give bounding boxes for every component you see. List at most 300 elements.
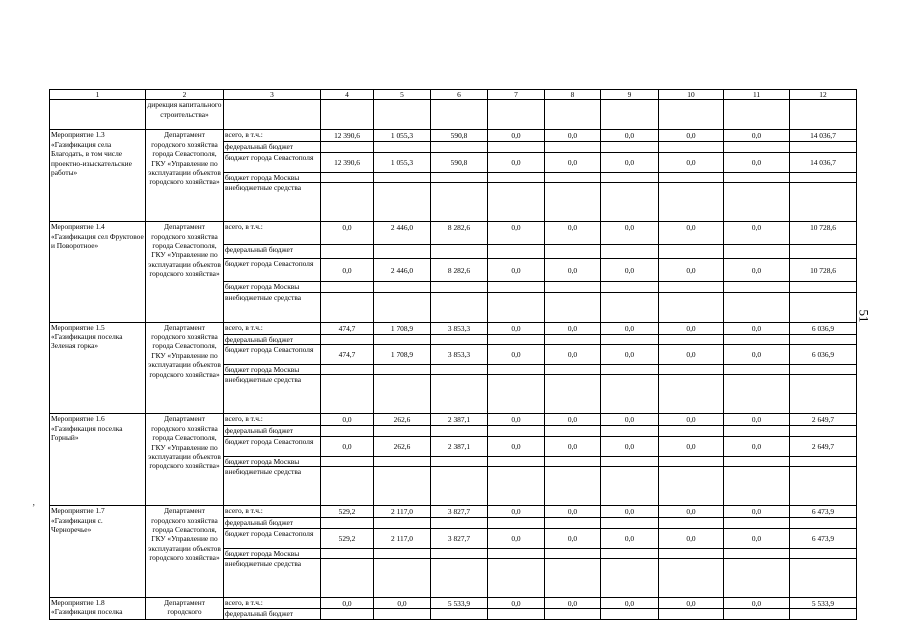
empty-cell (488, 559, 545, 598)
empty-cell (321, 292, 374, 322)
value-cell: 474,7 (321, 322, 374, 334)
event-name-cell (50, 100, 146, 130)
empty-cell (601, 100, 659, 130)
funding-source-extra: внебюджетные средства (224, 183, 321, 222)
funding-source-extra: внебюджетные средства (224, 292, 321, 322)
funding-source-total: всего, в т.ч.: (224, 506, 321, 518)
value-cell: 0,0 (601, 152, 659, 172)
value-cell: 0,0 (724, 152, 790, 172)
column-header: 5 (374, 90, 431, 100)
value-cell: 0,0 (724, 506, 790, 518)
empty-cell (545, 100, 601, 130)
empty-cell (374, 426, 431, 436)
value-cell: 12 390,6 (321, 152, 374, 172)
empty-cell (659, 100, 724, 130)
empty-cell (659, 365, 724, 375)
value-cell: 1 708,9 (374, 322, 431, 334)
value-cell: 0,0 (724, 345, 790, 365)
funding-source-moscow: бюджет города Москвы (224, 365, 321, 375)
empty-cell (790, 245, 857, 259)
value-cell: 5 533,9 (431, 598, 488, 609)
column-header: 2 (146, 90, 224, 100)
empty-cell (374, 142, 431, 152)
empty-cell (374, 456, 431, 466)
value-cell: 0,0 (545, 152, 601, 172)
empty-cell (545, 245, 601, 259)
funding-source-city: бюджет города Севастополя (224, 152, 321, 172)
empty-cell (724, 467, 790, 506)
value-cell: 0,0 (659, 414, 724, 426)
value-cell: 262,6 (374, 436, 431, 456)
empty-cell (659, 183, 724, 222)
empty-cell (724, 292, 790, 322)
empty-cell (431, 334, 488, 344)
value-cell: 0,0 (601, 322, 659, 334)
value-cell: 3 827,7 (431, 528, 488, 548)
executor-cell: Департамент городского хозяйства города Севастополя, ГКУ «Управление по эксплуатации объектов городского хозяйства» (146, 222, 224, 322)
empty-cell (659, 559, 724, 598)
executor-cell: Департамент городского (146, 598, 224, 620)
empty-cell (601, 559, 659, 598)
event-total-row (50, 222, 857, 245)
empty-cell (724, 518, 790, 528)
empty-cell (374, 245, 431, 259)
value-cell: 10 728,6 (790, 222, 857, 245)
page-number: 51 (856, 309, 872, 323)
empty-cell (374, 365, 431, 375)
empty-cell (431, 456, 488, 466)
funding-source-federal: федеральный бюджет (224, 518, 321, 528)
empty-cell (374, 518, 431, 528)
empty-cell (488, 467, 545, 506)
value-cell: 0,0 (724, 436, 790, 456)
value-cell: 0,0 (545, 130, 601, 142)
funding-source-extra: внебюджетные средства (224, 559, 321, 598)
empty-cell (488, 334, 545, 344)
funding-source-federal: федеральный бюджет (224, 245, 321, 259)
empty-cell (601, 172, 659, 182)
value-cell: 0,0 (545, 528, 601, 548)
empty-cell (601, 456, 659, 466)
value-cell: 0,0 (321, 414, 374, 426)
value-cell: 10 728,6 (790, 259, 857, 282)
empty-cell (545, 375, 601, 414)
empty-cell (488, 375, 545, 414)
empty-cell (431, 365, 488, 375)
empty-cell (724, 365, 790, 375)
empty-cell (545, 282, 601, 292)
value-cell: 2 387,1 (431, 436, 488, 456)
empty-cell (431, 548, 488, 558)
empty-cell (659, 245, 724, 259)
empty-cell (659, 548, 724, 558)
empty-cell (790, 292, 857, 322)
value-cell: 14 036,7 (790, 152, 857, 172)
value-cell: 2 117,0 (374, 528, 431, 548)
empty-cell (488, 100, 545, 130)
empty-cell (724, 183, 790, 222)
empty-cell (488, 183, 545, 222)
value-cell: 0,0 (545, 436, 601, 456)
empty-cell (545, 456, 601, 466)
value-cell: 590,8 (431, 152, 488, 172)
value-cell: 0,0 (488, 222, 545, 245)
value-cell: 0,0 (545, 506, 601, 518)
column-header: 3 (224, 90, 321, 100)
event-name-cell: Мероприятие 1.5 «Газификация поселка Зеленая горка» (50, 322, 146, 414)
event-total-row (50, 130, 857, 142)
empty-cell (659, 467, 724, 506)
empty-cell (724, 334, 790, 344)
event-name-cell: Мероприятие 1.7 «Газификация с. Черноречье» (50, 506, 146, 598)
empty-cell (374, 183, 431, 222)
empty-cell (431, 375, 488, 414)
event-total-row (50, 414, 857, 426)
column-header: 10 (659, 90, 724, 100)
value-cell: 0,0 (488, 414, 545, 426)
executor-cell: дирекция капитального строительства» (146, 100, 224, 130)
margin-mark: ‚ (32, 497, 36, 508)
value-cell: 0,0 (659, 152, 724, 172)
empty-cell (374, 334, 431, 344)
value-cell: 0,0 (601, 345, 659, 365)
value-cell: 0,0 (724, 130, 790, 142)
header-row (50, 90, 857, 100)
empty-cell (374, 548, 431, 558)
empty-cell (601, 142, 659, 152)
empty-cell (659, 172, 724, 182)
event-total-row (50, 598, 857, 609)
funding-source-moscow: бюджет города Москвы (224, 172, 321, 182)
empty-cell (321, 375, 374, 414)
empty-cell (545, 142, 601, 152)
event-total-row (50, 322, 857, 334)
value-cell: 0,0 (488, 506, 545, 518)
empty-cell (601, 518, 659, 528)
funding-source-federal: федеральный бюджет (224, 426, 321, 436)
value-cell: 0,0 (488, 130, 545, 142)
funding-source-moscow: бюджет города Москвы (224, 456, 321, 466)
value-cell: 2 649,7 (790, 414, 857, 426)
empty-cell (545, 365, 601, 375)
value-cell: 3 853,3 (431, 345, 488, 365)
empty-cell (374, 375, 431, 414)
value-cell: 0,0 (545, 414, 601, 426)
funding-source-city: бюджет города Севастополя (224, 436, 321, 456)
empty-cell (321, 426, 374, 436)
empty-cell (724, 172, 790, 182)
empty-cell (321, 334, 374, 344)
value-cell: 1 708,9 (374, 345, 431, 365)
empty-cell (790, 172, 857, 182)
value-cell: 0,0 (488, 436, 545, 456)
empty-cell (431, 183, 488, 222)
value-cell: 14 036,7 (790, 130, 857, 142)
value-cell: 0,0 (659, 322, 724, 334)
empty-cell (724, 100, 790, 130)
value-cell: 0,0 (659, 259, 724, 282)
empty-cell (488, 172, 545, 182)
executor-cell: Департамент городского хозяйства города Севастополя, ГКУ «Управление по эксплуатации объектов городского хозяйства» (146, 322, 224, 414)
empty-cell (431, 609, 488, 619)
empty-cell (659, 609, 724, 619)
empty-cell (790, 183, 857, 222)
empty-cell (488, 282, 545, 292)
value-cell: 6 473,9 (790, 506, 857, 518)
value-cell: 0,0 (321, 222, 374, 245)
empty-cell (790, 365, 857, 375)
value-cell: 12 390,6 (321, 130, 374, 142)
empty-cell (431, 142, 488, 152)
value-cell: 0,0 (545, 222, 601, 245)
funding-source-extra: внебюджетные средства (224, 467, 321, 506)
funding-source-total: всего, в т.ч.: (224, 322, 321, 334)
empty-cell (545, 559, 601, 598)
empty-cell (601, 183, 659, 222)
column-header: 11 (724, 90, 790, 100)
value-cell: 0,0 (659, 130, 724, 142)
funding-source-city: бюджет города Севастополя (224, 528, 321, 548)
value-cell: 0,0 (545, 259, 601, 282)
empty-cell (431, 172, 488, 182)
budget-table (49, 89, 857, 620)
empty-cell (321, 456, 374, 466)
value-cell: 0,0 (374, 598, 431, 609)
empty-cell (321, 245, 374, 259)
empty-cell (374, 467, 431, 506)
value-cell: 0,0 (659, 528, 724, 548)
empty-cell (431, 292, 488, 322)
value-cell: 0,0 (545, 598, 601, 609)
value-cell: 0,0 (601, 598, 659, 609)
executor-cell: Департамент городского хозяйства города Севастополя, ГКУ «Управление по эксплуатации объектов городского хозяйства» (146, 130, 224, 222)
value-cell: 1 055,3 (374, 130, 431, 142)
empty-cell (431, 559, 488, 598)
empty-cell (374, 172, 431, 182)
empty-cell (659, 334, 724, 344)
value-cell: 3 853,3 (431, 322, 488, 334)
empty-cell (659, 375, 724, 414)
value-cell: 0,0 (488, 152, 545, 172)
empty-cell (601, 245, 659, 259)
empty-cell (790, 518, 857, 528)
empty-cell (601, 334, 659, 344)
value-cell: 0,0 (321, 598, 374, 609)
event-name-cell: Мероприятие 1.6 «Газификация поселка Горный» (50, 414, 146, 506)
empty-cell (790, 100, 857, 130)
empty-cell (321, 609, 374, 619)
empty-cell (488, 426, 545, 436)
value-cell: 5 533,9 (790, 598, 857, 609)
column-header: 7 (488, 90, 545, 100)
empty-cell (601, 548, 659, 558)
empty-cell (659, 282, 724, 292)
funding-source-total: всего, в т.ч.: (224, 130, 321, 142)
empty-cell (724, 426, 790, 436)
empty-cell (488, 292, 545, 322)
value-cell: 0,0 (659, 345, 724, 365)
funding-source-total: всего, в т.ч.: (224, 414, 321, 426)
funding-source-moscow: бюджет города Москвы (224, 282, 321, 292)
empty-cell (374, 559, 431, 598)
empty-cell (659, 426, 724, 436)
value-cell: 0,0 (488, 322, 545, 334)
value-cell: 8 282,6 (431, 259, 488, 282)
empty-cell (224, 100, 321, 130)
funding-source-federal: федеральный бюджет (224, 609, 321, 619)
empty-cell (545, 172, 601, 182)
empty-cell (790, 609, 857, 619)
value-cell: 0,0 (321, 436, 374, 456)
value-cell: 2 446,0 (374, 259, 431, 282)
empty-cell (321, 100, 374, 130)
value-cell: 6 473,9 (790, 528, 857, 548)
empty-cell (790, 334, 857, 344)
empty-cell (790, 282, 857, 292)
value-cell: 590,8 (431, 130, 488, 142)
value-cell: 2 117,0 (374, 506, 431, 518)
empty-cell (374, 282, 431, 292)
empty-cell (659, 142, 724, 152)
column-header: 6 (431, 90, 488, 100)
empty-cell (545, 467, 601, 506)
value-cell: 0,0 (545, 322, 601, 334)
value-cell: 1 055,3 (374, 152, 431, 172)
empty-cell (659, 518, 724, 528)
value-cell: 0,0 (659, 598, 724, 609)
empty-cell (374, 100, 431, 130)
value-cell: 262,6 (374, 414, 431, 426)
value-cell: 0,0 (601, 414, 659, 426)
value-cell: 0,0 (488, 259, 545, 282)
empty-cell (724, 559, 790, 598)
empty-cell (545, 518, 601, 528)
value-cell: 8 282,6 (431, 222, 488, 245)
empty-cell (321, 559, 374, 598)
empty-cell (321, 518, 374, 528)
empty-cell (488, 365, 545, 375)
budget-table-container (49, 89, 856, 620)
value-cell: 529,2 (321, 506, 374, 518)
value-cell: 6 036,9 (790, 345, 857, 365)
value-cell: 0,0 (659, 436, 724, 456)
empty-cell (488, 518, 545, 528)
event-name-cell: Мероприятие 1.4 «Газификация сел Фруктовое и Поворотное» (50, 222, 146, 322)
column-header: 12 (790, 90, 857, 100)
empty-cell (321, 365, 374, 375)
empty-cell (374, 609, 431, 619)
column-header: 8 (545, 90, 601, 100)
empty-cell (321, 142, 374, 152)
empty-cell (431, 245, 488, 259)
continuation-row (50, 100, 857, 130)
funding-source-total: всего, в т.ч.: (224, 222, 321, 245)
funding-source-city: бюджет города Севастополя (224, 345, 321, 365)
value-cell: 0,0 (659, 506, 724, 518)
empty-cell (431, 282, 488, 292)
column-header: 1 (50, 90, 146, 100)
column-header: 9 (601, 90, 659, 100)
empty-cell (321, 183, 374, 222)
empty-cell (431, 518, 488, 528)
funding-source-moscow: бюджет города Москвы (224, 548, 321, 558)
value-cell: 0,0 (724, 259, 790, 282)
empty-cell (790, 426, 857, 436)
empty-cell (601, 609, 659, 619)
empty-cell (790, 559, 857, 598)
empty-cell (488, 548, 545, 558)
empty-cell (431, 426, 488, 436)
empty-cell (790, 548, 857, 558)
empty-cell (321, 548, 374, 558)
empty-cell (321, 172, 374, 182)
empty-cell (431, 100, 488, 130)
funding-source-federal: федеральный бюджет (224, 334, 321, 344)
empty-cell (601, 365, 659, 375)
value-cell: 0,0 (724, 528, 790, 548)
empty-cell (321, 282, 374, 292)
empty-cell (488, 142, 545, 152)
funding-source-federal: федеральный бюджет (224, 142, 321, 152)
value-cell: 2 446,0 (374, 222, 431, 245)
empty-cell (790, 467, 857, 506)
value-cell: 0,0 (601, 259, 659, 282)
executor-cell: Департамент городского хозяйства города Севастополя, ГКУ «Управление по эксплуатации объектов городского хозяйства» (146, 506, 224, 598)
empty-cell (724, 375, 790, 414)
empty-cell (659, 292, 724, 322)
empty-cell (659, 456, 724, 466)
empty-cell (724, 609, 790, 619)
empty-cell (545, 292, 601, 322)
funding-source-total: всего, в т.ч.: (224, 598, 321, 609)
empty-cell (724, 245, 790, 259)
value-cell: 0,0 (724, 322, 790, 334)
value-cell: 6 036,9 (790, 322, 857, 334)
value-cell: 0,0 (601, 528, 659, 548)
value-cell: 474,7 (321, 345, 374, 365)
funding-source-city: бюджет города Севастополя (224, 259, 321, 282)
empty-cell (545, 426, 601, 436)
value-cell: 0,0 (724, 414, 790, 426)
empty-cell (601, 282, 659, 292)
value-cell: 0,0 (724, 598, 790, 609)
event-name-cell: Мероприятие 1.8 «Газификация поселка (50, 598, 146, 620)
column-header: 4 (321, 90, 374, 100)
value-cell: 0,0 (659, 222, 724, 245)
event-total-row (50, 506, 857, 518)
empty-cell (790, 456, 857, 466)
value-cell: 0,0 (488, 598, 545, 609)
empty-cell (601, 375, 659, 414)
empty-cell (724, 456, 790, 466)
funding-source-extra: внебюджетные средства (224, 375, 321, 414)
value-cell: 0,0 (488, 528, 545, 548)
empty-cell (431, 467, 488, 506)
executor-cell: Департамент городского хозяйства города Севастополя, ГКУ «Управление по эксплуатации объектов городского хозяйства» (146, 414, 224, 506)
empty-cell (545, 183, 601, 222)
empty-cell (545, 334, 601, 344)
value-cell: 0,0 (601, 130, 659, 142)
value-cell: 0,0 (601, 506, 659, 518)
value-cell: 529,2 (321, 528, 374, 548)
empty-cell (724, 548, 790, 558)
value-cell: 2 387,1 (431, 414, 488, 426)
empty-cell (545, 609, 601, 619)
empty-cell (374, 292, 431, 322)
value-cell: 0,0 (545, 345, 601, 365)
empty-cell (790, 142, 857, 152)
empty-cell (601, 292, 659, 322)
